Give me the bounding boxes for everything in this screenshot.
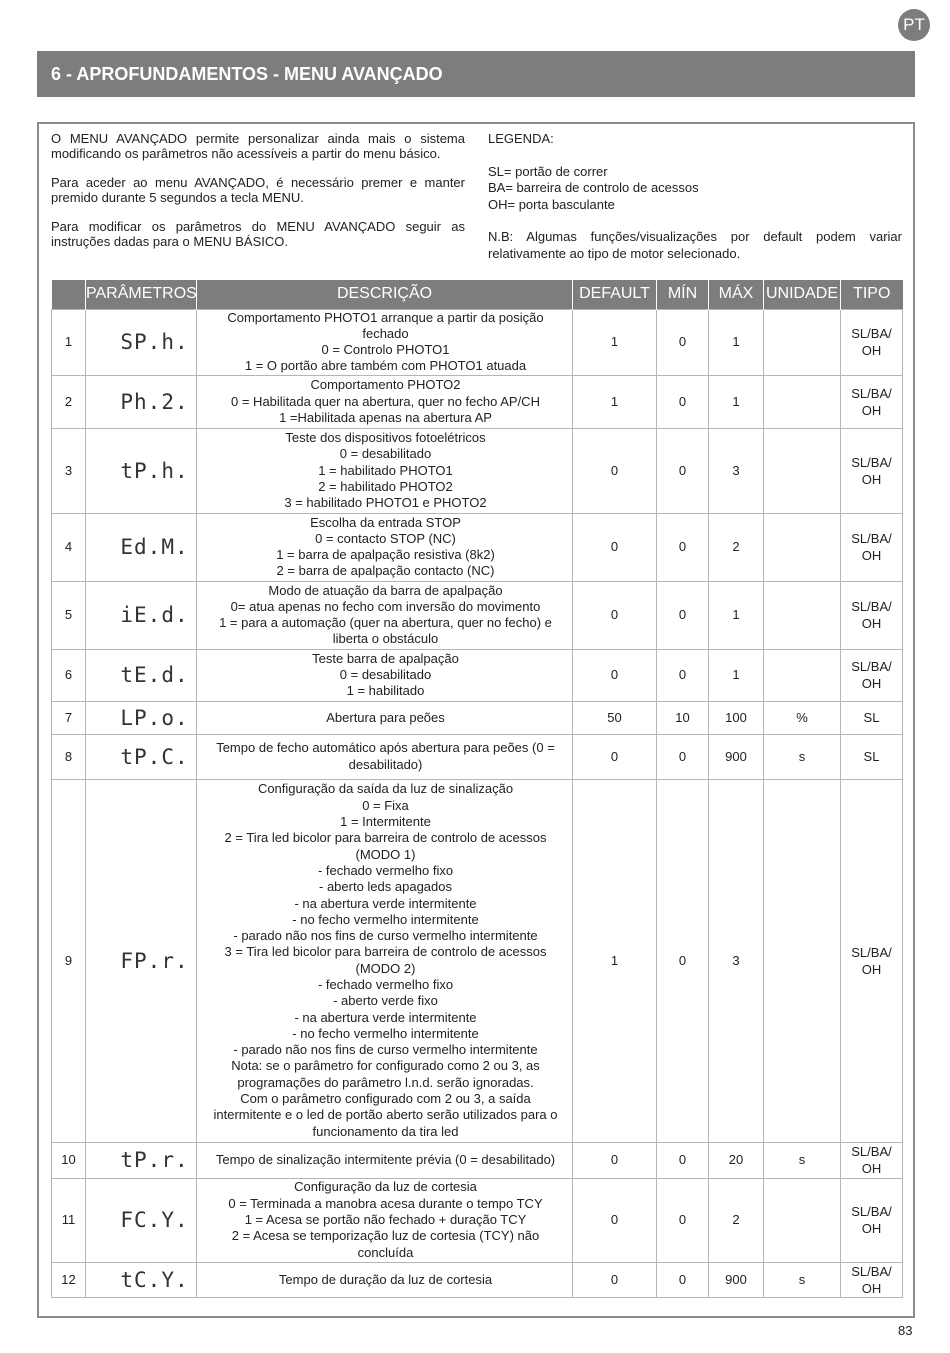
- parameter-description: [197, 513, 573, 581]
- table-row: [52, 779, 903, 1142]
- default-value: 1: [573, 375, 657, 428]
- parameter-code: Ed.M.: [86, 513, 197, 581]
- description-line: 1 = habilitado PHOTO1: [318, 462, 453, 478]
- unit-value: [764, 649, 841, 701]
- unit-value: s: [764, 1142, 841, 1178]
- default-value: 0: [573, 581, 657, 649]
- parameter-code: tP.r.: [86, 1142, 197, 1178]
- type-value: SL/BA/ OH: [841, 309, 903, 375]
- description-line: Tempo de sinalização intermitente prévia (0 = desabilitado): [215, 1152, 556, 1168]
- header-default: DEFAULT: [573, 280, 657, 309]
- description-line: 0 = contacto STOP (NC): [315, 530, 456, 546]
- type-value: SL/BA/ OH: [841, 581, 903, 649]
- row-number: 9: [52, 779, 86, 1142]
- description-line: - fechado vermelho fixo: [317, 976, 454, 992]
- min-value: 0: [657, 428, 709, 513]
- intro-paragraph: O MENU AVANÇADO permite personalizar ainda mais o sistema modificando os parâmetros não acessíveis a partir do menu básico.: [51, 131, 465, 161]
- parameter-code: tP.C.: [86, 734, 197, 779]
- row-number: 3: [52, 428, 86, 513]
- parameter-description: [197, 779, 573, 1142]
- description-line: - no fecho vermelho intermitente: [292, 911, 479, 927]
- header-max: MÁX: [709, 280, 764, 309]
- description-line: - na abertura verde intermitente: [294, 895, 477, 911]
- table-row: [52, 701, 903, 734]
- description-line: Comportamento PHOTO1 arranque a partir da posição fechado: [227, 309, 544, 341]
- description-line: - na abertura verde intermitente: [294, 1009, 477, 1025]
- parameter-description: [197, 1262, 573, 1297]
- legend-item: SL= portão de correr: [488, 163, 608, 179]
- type-value: SL/BA/ OH: [841, 513, 903, 581]
- description-line: - parado não nos fins de curso vermelho intermitente: [233, 928, 538, 944]
- row-number: 8: [52, 734, 86, 779]
- description-line: Configuração da luz de cortesia: [294, 1179, 477, 1195]
- parameter-code: Ph.2.: [86, 375, 197, 428]
- unit-value: [764, 779, 841, 1142]
- max-value: 20: [709, 1142, 764, 1178]
- default-value: 0: [573, 649, 657, 701]
- type-value: SL/BA/ OH: [841, 428, 903, 513]
- parameter-description: [197, 428, 573, 513]
- unit-value: [764, 375, 841, 428]
- max-value: 3: [709, 779, 764, 1142]
- description-line: 1 = Acesa se portão não fechado + duração TCY: [244, 1212, 527, 1228]
- description-line: - fechado vermelho fixo: [317, 862, 454, 878]
- description-line: 0 = desabilitado: [339, 446, 432, 462]
- parameter-description: [197, 734, 573, 779]
- parameter-description: [197, 1142, 573, 1178]
- row-number: 12: [52, 1262, 86, 1297]
- description-line: Tempo de duração da luz de cortesia: [278, 1271, 493, 1287]
- description-line: 2 = Acesa se temporização luz de cortesia (TCY) não concluída: [231, 1228, 540, 1260]
- type-value: SL/BA/ OH: [841, 649, 903, 701]
- min-value: 0: [657, 779, 709, 1142]
- default-value: 0: [573, 1142, 657, 1178]
- type-value: SL: [841, 701, 903, 734]
- row-number: 7: [52, 701, 86, 734]
- description-line: - aberto leds apagados: [319, 879, 452, 895]
- description-line: - parado não nos fins de curso vermelho intermitente: [233, 1042, 538, 1058]
- max-value: 1: [709, 581, 764, 649]
- table-header-row: [52, 280, 903, 309]
- section-title: 6 - APROFUNDAMENTOS - MENU AVANÇADO: [37, 51, 915, 97]
- description-line: 3 = Tira led bicolor para barreira de controlo de acessos (MODO 2): [224, 944, 547, 976]
- parameter-description: [197, 581, 573, 649]
- description-line: 0 = Fixa: [362, 797, 409, 813]
- unit-value: [764, 309, 841, 375]
- legend-item: BA= barreira de controlo de acessos: [488, 180, 699, 195]
- unit-value: %: [764, 701, 841, 734]
- parameter-code: tE.d.: [86, 649, 197, 701]
- description-line: 1 = para a automação (quer na abertura, quer no fecho) e liberta o obstáculo: [219, 615, 552, 647]
- description-line: Configuração da saída da luz de sinalização: [257, 781, 514, 797]
- description-line: 2 = habilitado PHOTO2: [318, 478, 453, 494]
- header-tipo: TIPO: [841, 280, 903, 309]
- type-value: SL/BA/ OH: [841, 375, 903, 428]
- min-value: 0: [657, 649, 709, 701]
- default-value: 0: [573, 1178, 657, 1262]
- legend-item: OH= porta basculante: [488, 196, 615, 212]
- min-value: 0: [657, 1142, 709, 1178]
- description-line: Teste barra de apalpação: [312, 650, 459, 666]
- table-row: [52, 1142, 903, 1178]
- parameter-description: [197, 649, 573, 701]
- parameter-code: iE.d.: [86, 581, 197, 649]
- description-line: Com o parâmetro configurado com 2 ou 3, a saída intermitente e o led de portão aberto serão utilizados para o funcionamento da tira led: [213, 1091, 558, 1139]
- legend: [488, 131, 902, 262]
- description-line: - aberto verde fixo: [333, 993, 438, 1009]
- description-line: 3 = habilitado PHOTO1 e PHOTO2: [284, 495, 487, 511]
- description-line: 0 = Habilitada quer na abertura, quer no fecho AP/CH: [231, 393, 540, 409]
- row-number: 4: [52, 513, 86, 581]
- header-parametros: PARÂMETROS: [86, 280, 197, 309]
- header-descricao: DESCRIÇÃO: [197, 280, 573, 309]
- default-value: 0: [573, 428, 657, 513]
- description-line: 1 =Habilitada apenas na abertura AP: [279, 409, 492, 425]
- description-line: 0 = desabilitado: [339, 667, 432, 683]
- default-value: 1: [573, 779, 657, 1142]
- parameter-code: FC.Y.: [86, 1178, 197, 1262]
- unit-value: [764, 581, 841, 649]
- parameter-code: LP.o.: [86, 701, 197, 734]
- type-value: SL/BA/ OH: [841, 1178, 903, 1262]
- description-line: 0 = Terminada a manobra acesa durante o tempo TCY: [228, 1195, 543, 1211]
- type-value: SL/BA/ OH: [841, 1142, 903, 1178]
- table-row: [52, 375, 903, 428]
- description-line: 2 = barra de apalpação contacto (NC): [276, 563, 495, 579]
- parameter-code: FP.r.: [86, 779, 197, 1142]
- description-line: 1 = barra de apalpação resistiva (8k2): [276, 547, 495, 563]
- table-row: [52, 513, 903, 581]
- language-badge: PT: [898, 9, 930, 41]
- min-value: 10: [657, 701, 709, 734]
- table-row: [52, 1178, 903, 1262]
- parameters-table: [51, 280, 903, 1298]
- row-number: 11: [52, 1178, 86, 1262]
- min-value: 0: [657, 1178, 709, 1262]
- min-value: 0: [657, 309, 709, 375]
- table-row: [52, 649, 903, 701]
- max-value: 2: [709, 1178, 764, 1262]
- intro-paragraph: Para modificar os parâmetros do MENU AVANÇADO seguir as instruções dadas para o MENU BÁSICO.: [51, 219, 465, 249]
- row-number: 2: [52, 375, 86, 428]
- min-value: 0: [657, 581, 709, 649]
- description-line: Tempo de fecho automático após abertura para peões (0 = desabilitado): [216, 740, 555, 772]
- table-body: [52, 309, 903, 1297]
- max-value: 900: [709, 1262, 764, 1297]
- parameter-code: tP.h.: [86, 428, 197, 513]
- default-value: 0: [573, 513, 657, 581]
- intro-paragraph: Para aceder ao menu AVANÇADO, é necessário premer e manter premido durante 5 segundos a tecla MENU.: [51, 175, 465, 205]
- parameter-description: [197, 309, 573, 375]
- max-value: 900: [709, 734, 764, 779]
- type-value: SL/BA/ OH: [841, 779, 903, 1142]
- page-number: 83: [898, 1323, 913, 1338]
- table-row: [52, 734, 903, 779]
- min-value: 0: [657, 734, 709, 779]
- unit-value: [764, 428, 841, 513]
- description-line: Teste dos dispositivos fotoelétricos: [285, 429, 486, 445]
- description-line: Modo de atuação da barra de apalpação: [268, 582, 503, 598]
- max-value: 1: [709, 309, 764, 375]
- max-value: 1: [709, 649, 764, 701]
- default-value: 0: [573, 734, 657, 779]
- table-row: [52, 428, 903, 513]
- unit-value: s: [764, 1262, 841, 1297]
- max-value: 1: [709, 375, 764, 428]
- description-line: 1 = O portão abre também com PHOTO1 atuada: [244, 358, 527, 374]
- row-number: 10: [52, 1142, 86, 1178]
- row-number: 5: [52, 581, 86, 649]
- header-unidade: UNIDADE: [764, 280, 841, 309]
- unit-value: [764, 513, 841, 581]
- description-line: - no fecho vermelho intermitente: [292, 1025, 479, 1041]
- parameter-description: [197, 1178, 573, 1262]
- intro-text: [51, 131, 465, 263]
- default-value: 0: [573, 1262, 657, 1297]
- table-row: [52, 309, 903, 375]
- type-value: SL/BA/ OH: [841, 1262, 903, 1297]
- row-number: 6: [52, 649, 86, 701]
- min-value: 0: [657, 1262, 709, 1297]
- header-num: [52, 280, 86, 309]
- parameter-code: tC.Y.: [86, 1262, 197, 1297]
- max-value: 2: [709, 513, 764, 581]
- default-value: 50: [573, 701, 657, 734]
- description-line: 0 = Controlo PHOTO1: [321, 342, 450, 358]
- description-line: 2 = Tira led bicolor para barreira de controlo de acessos (MODO 1): [224, 830, 547, 862]
- description-line: 0= atua apenas no fecho com inversão do movimento: [230, 598, 541, 614]
- legend-title: LEGENDA:: [488, 131, 554, 146]
- description-line: 1 = habilitado: [346, 683, 425, 699]
- table-row: [52, 1262, 903, 1297]
- parameter-description: [197, 701, 573, 734]
- unit-value: [764, 1178, 841, 1262]
- legend-note: N.B: Algumas funções/visualizações por default podem variar relativamente ao tipo de motor selecionado.: [488, 229, 902, 261]
- description-line: Abertura para peões: [326, 709, 445, 725]
- description-line: Comportamento PHOTO2: [310, 377, 461, 393]
- description-line: 1 = Intermitente: [340, 814, 431, 830]
- max-value: 100: [709, 701, 764, 734]
- default-value: 1: [573, 309, 657, 375]
- row-number: 1: [52, 309, 86, 375]
- description-line: Escolha da entrada STOP: [310, 514, 461, 530]
- min-value: 0: [657, 513, 709, 581]
- parameter-code: SP.h.: [86, 309, 197, 375]
- table-row: [52, 581, 903, 649]
- parameter-description: [197, 375, 573, 428]
- description-line: Nota: se o parâmetro for configurado como 2 ou 3, as programações do parâmetro l.n.d. serão ignoradas.: [231, 1058, 540, 1090]
- min-value: 0: [657, 375, 709, 428]
- type-value: SL: [841, 734, 903, 779]
- unit-value: s: [764, 734, 841, 779]
- max-value: 3: [709, 428, 764, 513]
- header-min: MÍN: [657, 280, 709, 309]
